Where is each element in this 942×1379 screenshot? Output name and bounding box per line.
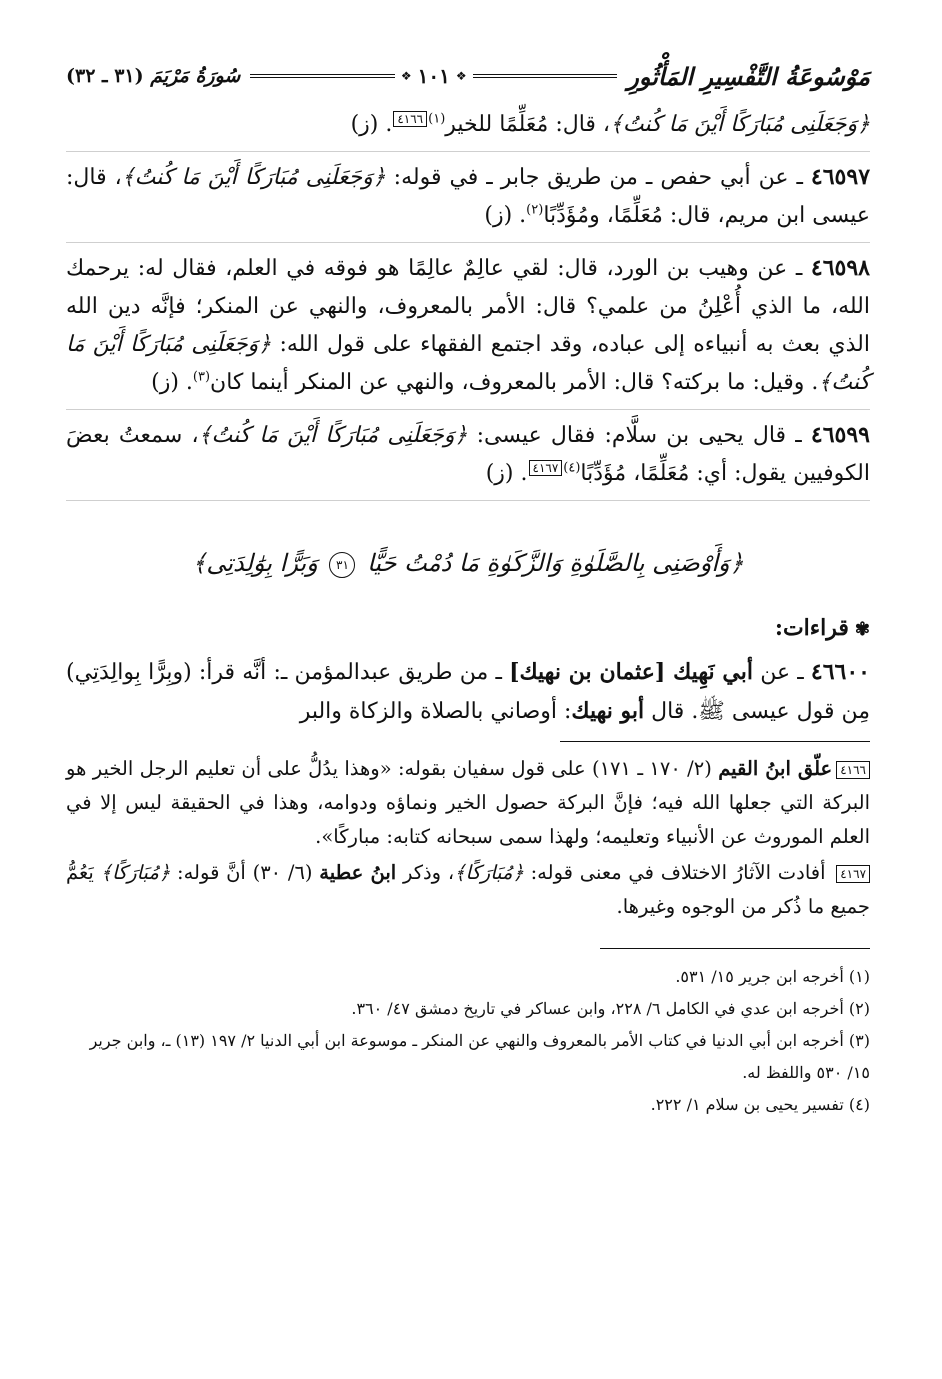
scholar-name: علّق ابنُ القيم: [718, 757, 833, 780]
entry-46599: [66, 410, 870, 501]
footnote-ref[interactable]: (٣): [192, 369, 211, 385]
footnote-1: (١) أخرجه ابن جرير ١٥/ ٥٣١.: [675, 967, 870, 986]
entry-end: . (ز): [350, 112, 393, 137]
commentary-number-box: ٤١٦٧: [836, 865, 870, 883]
commentary-text: ، وذكر: [396, 861, 455, 884]
entry-number: ٤٦٦٠٠: [810, 659, 870, 685]
footnote-3: (٣) أخرجه ابن أبي الدنيا في كتاب الأمر بالمعروف والنهي عن المنكر ـ موسوعة ابن أبي الدنيا ٢/ ١٩٧ (١٣) ـ، وابن جرير ١٥/ ٥٣٠ واللفظ له.: [89, 1031, 870, 1082]
entry-46600: [66, 653, 870, 731]
section-title-readings: [66, 609, 870, 649]
commentary-text: (٦/ ٣٠) أنَّ قوله:: [170, 861, 320, 884]
quran-quote: ﴿وَجَعَلَنِى مُبَارَكًا أَيْنَ مَا كُنتُ﴾: [610, 112, 870, 137]
flower-ornament-icon: ✾: [854, 619, 870, 640]
surah-name: سُورَةُ مَرْيَمَ: [150, 65, 241, 87]
entry-text: ـ عن: [753, 660, 811, 685]
book-title: مَوْسُوعَةُ التَّفْسِيرِ المَأْثُورِ: [627, 61, 870, 91]
entry-text: : أوصاني بالصلاة والزكاة والبر: [299, 699, 572, 724]
commentary-ref-box[interactable]: ٤١٦٧: [529, 460, 563, 476]
entry-text: ـ عن وهيب بن الورد، قال: لقي عالِمٌ عالِمًا هو فوقه في العلم، فقال له: يرحمك الله، ما الذي أُعْلِنُ من علمي؟ قال: الأمر بالمعروف، والنهي عن المنكر؛ فإنَّه دين الله الذي بعث به أنبياءه إلى عباده، وقد اجتمع الفقهاء على قول الله:: [66, 256, 870, 357]
entry-46598: [66, 243, 870, 410]
entry-text: ، قال: مُعَلِّمًا للخير: [445, 112, 611, 137]
footnote-ref[interactable]: (١): [428, 111, 446, 127]
narrator-name: أبو نهيك: [571, 698, 645, 724]
commentary-4166: [66, 752, 870, 854]
header-rule-right: [250, 74, 395, 78]
commentary-divider: [560, 741, 870, 742]
running-header: [66, 58, 870, 94]
quran-quote: ﴿وَجَعَلَنِى مُبَارَكًا أَيْنَ مَا كُنتُ﴾: [66, 332, 870, 395]
header-rule-left: [473, 74, 618, 78]
commentary-notes: [66, 752, 870, 924]
header-rule: [250, 64, 617, 88]
narrator-name: أبي نَهِيك [عثمان بن نهيك]: [509, 659, 754, 685]
verse-text: ﴿وَأَوْصَنِى بِالصَّلَوٰةِ وَالزَّكَوٰةِ مَا دُمْتُ حَيًّا: [367, 549, 744, 577]
footnote-4: (٤) تفسير يحيى بن سلام ١/ ٢٢٢.: [650, 1095, 870, 1114]
quran-quote: ﴿مُبَارَكًا﴾: [454, 861, 524, 884]
commentary-number-box: ٤١٦٦: [836, 761, 870, 779]
entry-text: ، سمعتُ بعضَ الكوفيين يقول: أي: مُعَلِّمًا، مُؤَدِّبًا: [66, 423, 870, 486]
ornament-icon: ❖: [400, 69, 412, 83]
section-title-text: قراءات:: [774, 615, 849, 641]
footnote-ref[interactable]: (٤): [563, 460, 581, 476]
footnote-ref[interactable]: (٢): [526, 202, 544, 218]
ayah-number-icon: ٣١: [329, 552, 355, 578]
entry-number: ٤٦٥٩٧: [810, 164, 871, 190]
entry-text: . وقيل: ما بركته؟ قال: الأمر بالمعروف، والنهي عن المنكر أينما كان: [210, 370, 819, 395]
entry-text: ، قال: عيسى ابن مريم، قال: مُعَلِّمًا، ومُؤَدِّبًا: [66, 165, 870, 228]
quran-quote: ﴿وَجَعَلَنِى مُبَارَكًا أَيْنَ مَا كُنتُ﴾: [121, 165, 386, 190]
footnote-divider: [600, 948, 870, 949]
entry-number: ٤٦٥٩٨: [810, 255, 870, 281]
entry-number: ٤٦٥٩٩: [810, 422, 870, 448]
entry-continued: [66, 100, 870, 152]
entry-end: . (ز): [484, 203, 527, 228]
surah-label: [66, 65, 240, 87]
ornament-icon: ❖: [455, 69, 467, 83]
entry-end: . (ز): [485, 461, 528, 486]
verse-text-continued: وَبَرًّا بِوَٰلِدَتِى﴾: [192, 549, 318, 577]
entry-text: ـ من طريق عبدالمؤمن ـ: أنَّه قرأ: (وبِرًّا بِوالِدَتِي) مِن قول عيسى ﷺ. قال: [66, 660, 870, 724]
entry-end: . (ز): [151, 370, 193, 395]
commentary-text: أفادت الآثارُ الاختلاف في معنى قوله:: [523, 861, 833, 884]
entry-text: ـ قال يحيى بن سلَّام: فقال عيسى:: [467, 423, 811, 448]
commentary-text: (٢/ ١٧٠ ـ ١٧١) على قول سفيان بقوله: «وهذا يدُلُّ على أن تعليم الرجل الخير هو البركة التي جعلها الله فيه؛ فإنَّ البركة حصول الخير ونماؤه ودوامه، وهذا في الحقيقة ليس إلا في العلم الموروث عن الأنبياء وتعليمه؛ ولهذا سمى سبحانه كتابه: مباركًا».: [66, 757, 870, 848]
commentary-4167: [66, 856, 870, 924]
entry-text: ـ عن أبي حفص ـ من طريق جابر ـ في قوله:: [385, 165, 811, 190]
entry-46597: [66, 152, 870, 243]
commentary-text: يَعُمُّ جميع ما ذُكر من الوجوه وغيرها.: [66, 861, 870, 918]
quran-verse: [66, 543, 870, 583]
quran-quote: ﴿مُبَارَكًا﴾: [100, 861, 171, 884]
footnote-2: (٢) أخرجه ابن عدي في الكامل ٦/ ٢٢٨، وابن عساكر في تاريخ دمشق ٤٧/ ٣٦٠.: [351, 999, 870, 1018]
verse-range: (٣١ ـ ٣٢): [66, 65, 144, 87]
footnotes: [66, 961, 870, 1121]
page-number: ١٠١: [417, 64, 450, 88]
scholar-name: ابنُ عطية: [319, 861, 397, 884]
main-text: [66, 100, 870, 731]
quran-quote: ﴿وَجَعَلَنِى مُبَارَكًا أَيْنَ مَا كُنتُ﴾: [198, 423, 468, 448]
commentary-ref-box[interactable]: ٤١٦٦: [393, 111, 427, 127]
